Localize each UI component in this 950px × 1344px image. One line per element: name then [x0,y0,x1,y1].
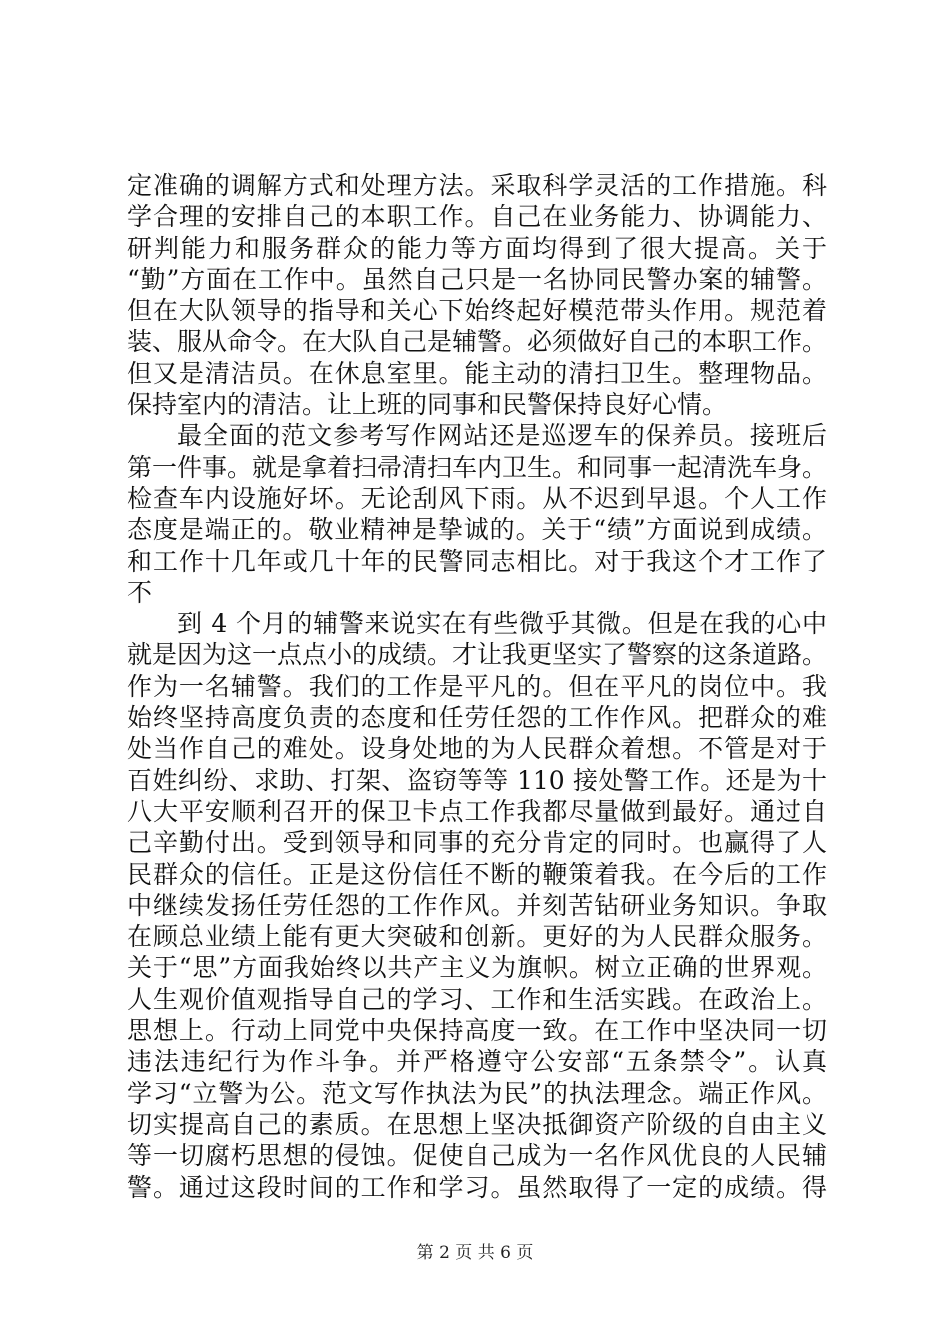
text-line: 就是因为这一点点小的成绩。才让我更坚实了警察的这条道路。 [127,640,828,670]
text-line: 态度是端正的。敬业精神是挚诚的。关于“绩”方面说到成绩。 [127,515,827,545]
page-footer: 第 2 页 共 6 页 [416,1243,534,1263]
text-line: 到 4 个月的辅警来说实在有些微乎其微。但是在我的心中 [177,609,827,639]
text-line: 装、服从命令。在大队自己是辅警。必须做好自己的本职工作。 [127,327,828,357]
text-line: 检查车内设施好坏。无论刮风下雨。从不迟到早退。个人工作 [127,483,827,513]
text-line: 己辛勤付出。受到领导和同事的充分肯定的同时。也赢得了人 [127,828,827,858]
text-line: “勤”方面在工作中。虽然自己只是一名协同民警办案的辅警。 [127,264,827,294]
text-line: 第一件事。就是拿着扫帚清扫车内卫生。和同事一起清洗车身。 [127,452,828,482]
text-line: 八大平安顺利召开的保卫卡点工作我都尽量做到最好。通过自 [127,796,827,826]
text-line: 百姓纠纷、求助、打架、盗窃等等 110 接处警工作。还是为十 [127,765,827,795]
text-line: 违法违纪行为作斗争。并严格遵守公安部“五条禁令”。认真 [127,1047,827,1077]
text-line: 学合理的安排自己的本职工作。自己在业务能力、协调能力、 [127,202,827,232]
text-line: 定准确的调解方式和处理方法。采取科学灵活的工作措施。科 [127,171,827,200]
text-line: 保持室内的清洁。让上班的同事和民警保持良好心情。 [127,390,728,420]
text-line: 等一切腐朽思想的侵蚀。促使自己成为一名作风优良的人民辅 [127,1141,827,1171]
text-line: 不 [127,577,153,607]
text-line: 学习“立警为公。范文写作执法为民”的执法理念。端正作风。 [127,1078,827,1108]
text-line: 警。通过这段时间的工作和学习。虽然取得了一定的成绩。得 [127,1172,827,1202]
text-line: 在顾总业绩上能有更大突破和创新。更好的为人民群众服务。 [127,922,827,952]
text-line: 最全面的范文参考写作网站还是巡逻车的保养员。接班后 [177,421,827,451]
text-line: 和工作十几年或几十年的民警同志相比。对于我这个才工作了 [127,546,827,576]
text-line: 思想上。行动上同党中央保持高度一致。在工作中坚决同一切 [127,1016,827,1046]
text-line: 作为一名辅警。我们的工作是平凡的。但在平凡的岗位中。我 [127,671,827,701]
text-line: 处当作自己的难处。设身处地的为人民群众着想。不管是对于 [127,734,827,764]
text-line: 始终坚持高度负责的态度和任劳任怨的工作作风。把群众的难 [127,703,827,733]
text-line: 关于“思”方面我始终以共产主义为旗帜。树立正确的世界观。 [127,953,827,983]
text-line: 切实提高自己的素质。在思想上坚决抵御资产阶级的自由主义 [127,1109,827,1139]
text-line: 但又是清洁员。在休息室里。能主动的清扫卫生。整理物品。 [127,358,827,388]
text-line: 中继续发扬任劳任怨的工作作风。并刻苦钻研业务知识。争取 [127,890,827,920]
document-body [127,170,827,1203]
text-line: 研判能力和服务群众的能力等方面均得到了很大提高。关于 [127,233,827,263]
text-line: 人生观价值观指导自己的学习、工作和生活实践。在政治上。 [127,984,827,1014]
text-line: 但在大队领导的指导和关心下始终起好模范带头作用。规范着 [127,296,827,326]
text-line: 民群众的信任。正是这份信任不断的鞭策着我。在今后的工作 [127,859,827,889]
